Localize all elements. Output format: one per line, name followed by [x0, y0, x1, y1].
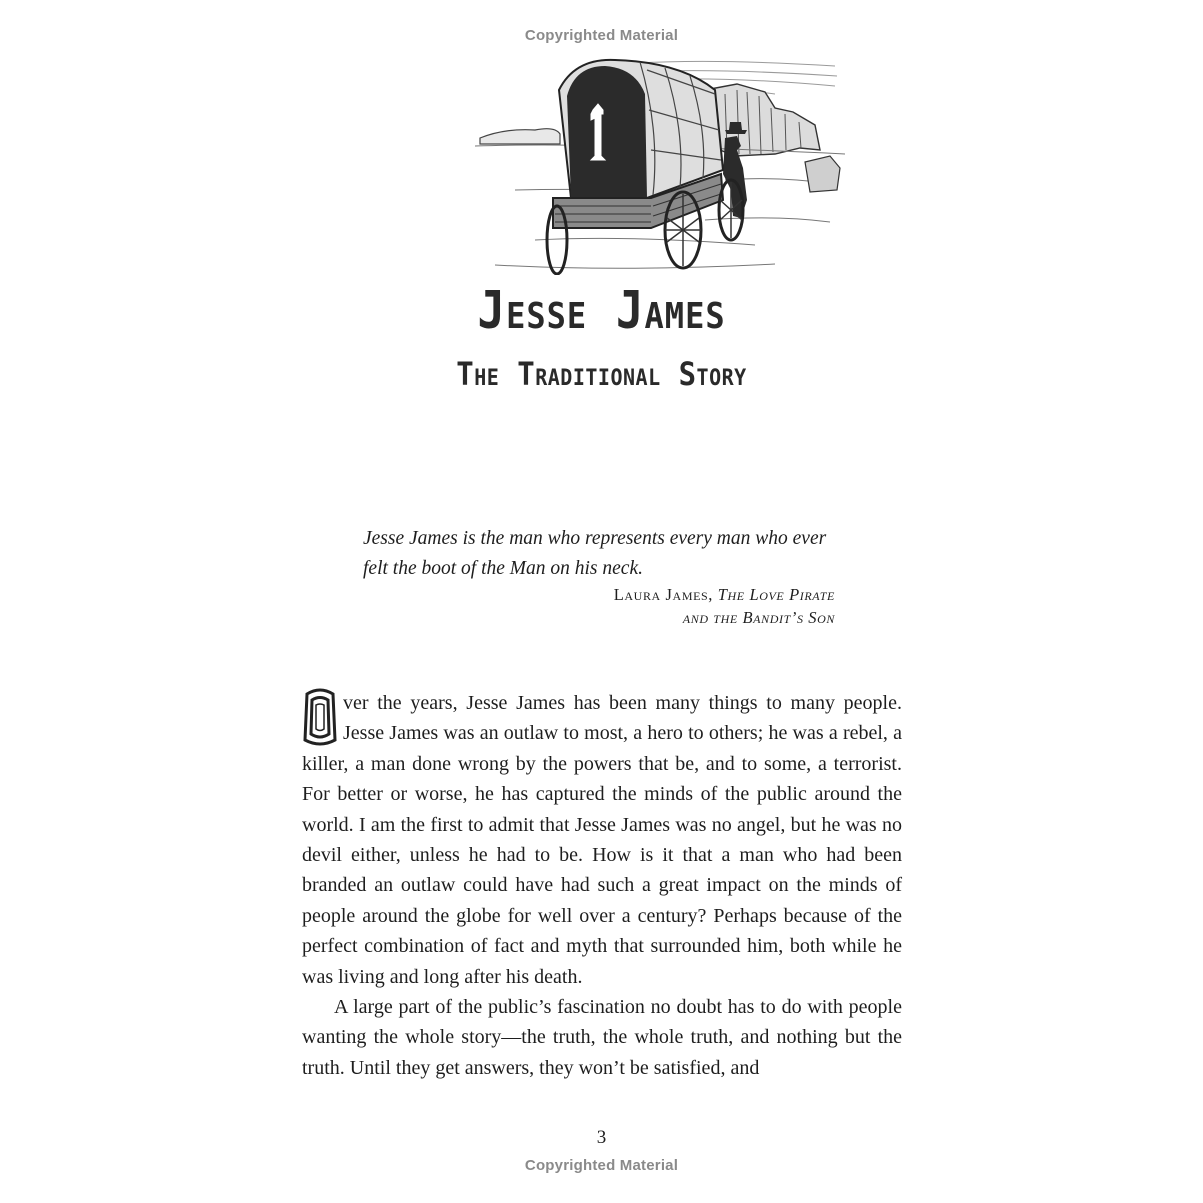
- paragraph-1-text: ver the years, Jesse James has been many things to many people. Jesse James was an outlaw to most, a hero to others; he was a rebel, a killer, a man done wrong by the powers that be, and to some, a terrorist. For better or worse, he has captured the minds of the public around the world. I am the first to admit that Jesse James was no angel, but he was no devil either, unless he had to be. How is it that a man who had been branded an outlaw could have had such a great impact on the minds of people around the globe for well over a century? Perhaps because of the perfect combination of fact and myth that surrounded him, both while he was living and long after his death.: [302, 692, 902, 988]
- covered-wagon-illustration: [475, 50, 845, 275]
- page-number: 3: [596, 1127, 607, 1148]
- watermark-top: Copyrighted Material: [524, 27, 679, 44]
- epigraph-author: Laura James,: [613, 585, 714, 604]
- body-text: [302, 688, 902, 1083]
- epigraph-quote: Jesse James is the man who represents every man who ever felt the boot of the Man on his neck.: [363, 528, 827, 579]
- chapter-title: Jesse James: [477, 279, 726, 341]
- drop-cap-text: O: [320, 722, 321, 723]
- paragraph-2: A large part of the public’s fascination no doubt has to do with people wanting the whole story—the truth, the whole truth, and nothing but the truth. Until they get answers, they won’t be satisfied, and: [302, 996, 902, 1079]
- watermark-bottom: Copyrighted Material: [524, 1157, 679, 1174]
- epigraph-work-line2: and the Bandit’s Son: [682, 608, 835, 627]
- epigraph-work-line1: The Love Pirate: [717, 585, 835, 604]
- chapter-subtitle: The Traditional Story: [456, 355, 747, 393]
- paragraph-1: [302, 688, 902, 992]
- epigraph-attribution: [363, 583, 835, 629]
- drop-cap-letter: [302, 688, 338, 746]
